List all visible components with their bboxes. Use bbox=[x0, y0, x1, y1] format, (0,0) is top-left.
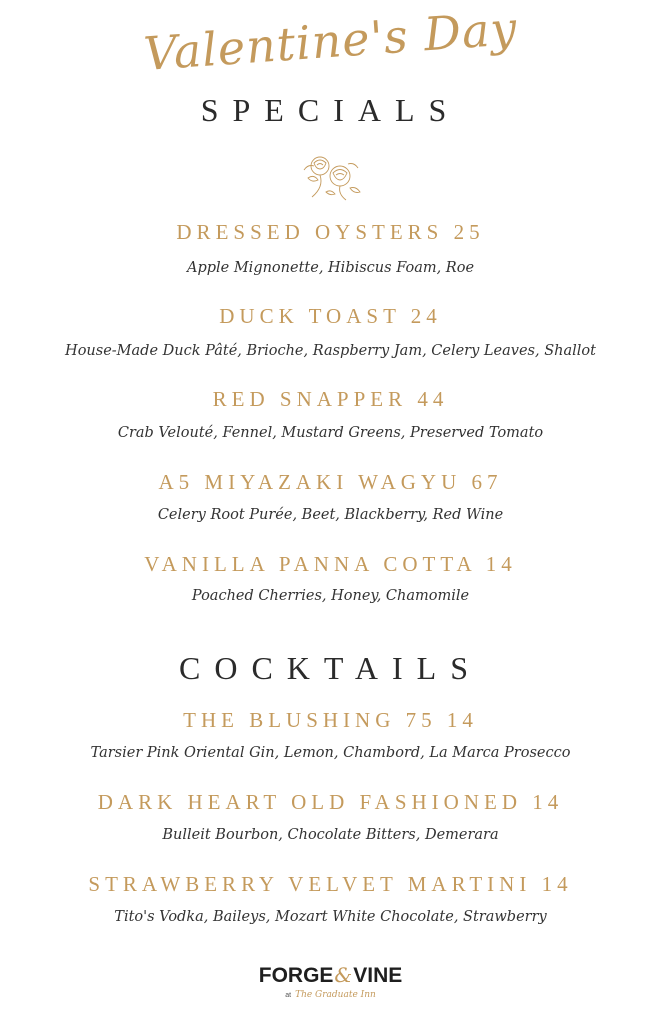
logo-subtitle bbox=[0, 989, 661, 1002]
cocktails-title: COCKTAILS bbox=[179, 650, 482, 686]
menu-item-description: Apple Mignonette, Hibiscus Foam, Roe bbox=[186, 260, 475, 276]
logo-wordmark bbox=[0, 962, 661, 989]
logo-at: at bbox=[285, 992, 292, 999]
menu-item-description: Celery Root Purée, Beet, Blackberry, Red Wine bbox=[157, 507, 504, 523]
cocktail-description: Bulleit Bourbon, Chocolate Bitters, Demerara bbox=[162, 827, 499, 843]
logo-right: VINE bbox=[353, 964, 403, 987]
cocktail-name: THE BLUSHING 75 14 bbox=[183, 708, 478, 732]
cocktail-name: STRAWBERRY VELVET MARTINI 14 bbox=[88, 872, 573, 896]
script-title: Valentine's Day bbox=[141, 1, 520, 81]
cocktail-description: Tito's Vodka, Baileys, Mozart White Chocolate, Strawberry bbox=[114, 909, 547, 925]
logo-left: FORGE bbox=[258, 964, 334, 987]
cocktail-description: Tarsier Pink Oriental Gin, Lemon, Chambord, La Marca Prosecco bbox=[90, 745, 571, 761]
specials-title: SPECIALS bbox=[200, 92, 461, 128]
cocktail-name: DARK HEART OLD FASHIONED 14 bbox=[97, 790, 564, 814]
menu-item-name: RED SNAPPER 44 bbox=[212, 387, 449, 411]
menu-item-name: VANILLA PANNA COTTA 14 bbox=[144, 552, 517, 576]
menu-item-name: DUCK TOAST 24 bbox=[219, 304, 442, 328]
forge-vine-logo bbox=[0, 962, 661, 1012]
logo-venue: The Graduate Inn bbox=[295, 990, 376, 1000]
logo-ampersand: & bbox=[334, 963, 353, 987]
menu-item-description: Poached Cherries, Honey, Chamomile bbox=[191, 588, 470, 604]
menu-item-name: A5 MIYAZAKI WAGYU 67 bbox=[158, 470, 503, 494]
menu-item-description: House-Made Duck Pâté, Brioche, Raspberry Jam, Celery Leaves, Shallot bbox=[65, 343, 596, 359]
menu-item-description: Crab Velouté, Fennel, Mustard Greens, Preserved Tomato bbox=[117, 425, 544, 441]
rose-icon bbox=[296, 148, 366, 204]
menu-item-name: DRESSED OYSTERS 25 bbox=[176, 220, 485, 244]
